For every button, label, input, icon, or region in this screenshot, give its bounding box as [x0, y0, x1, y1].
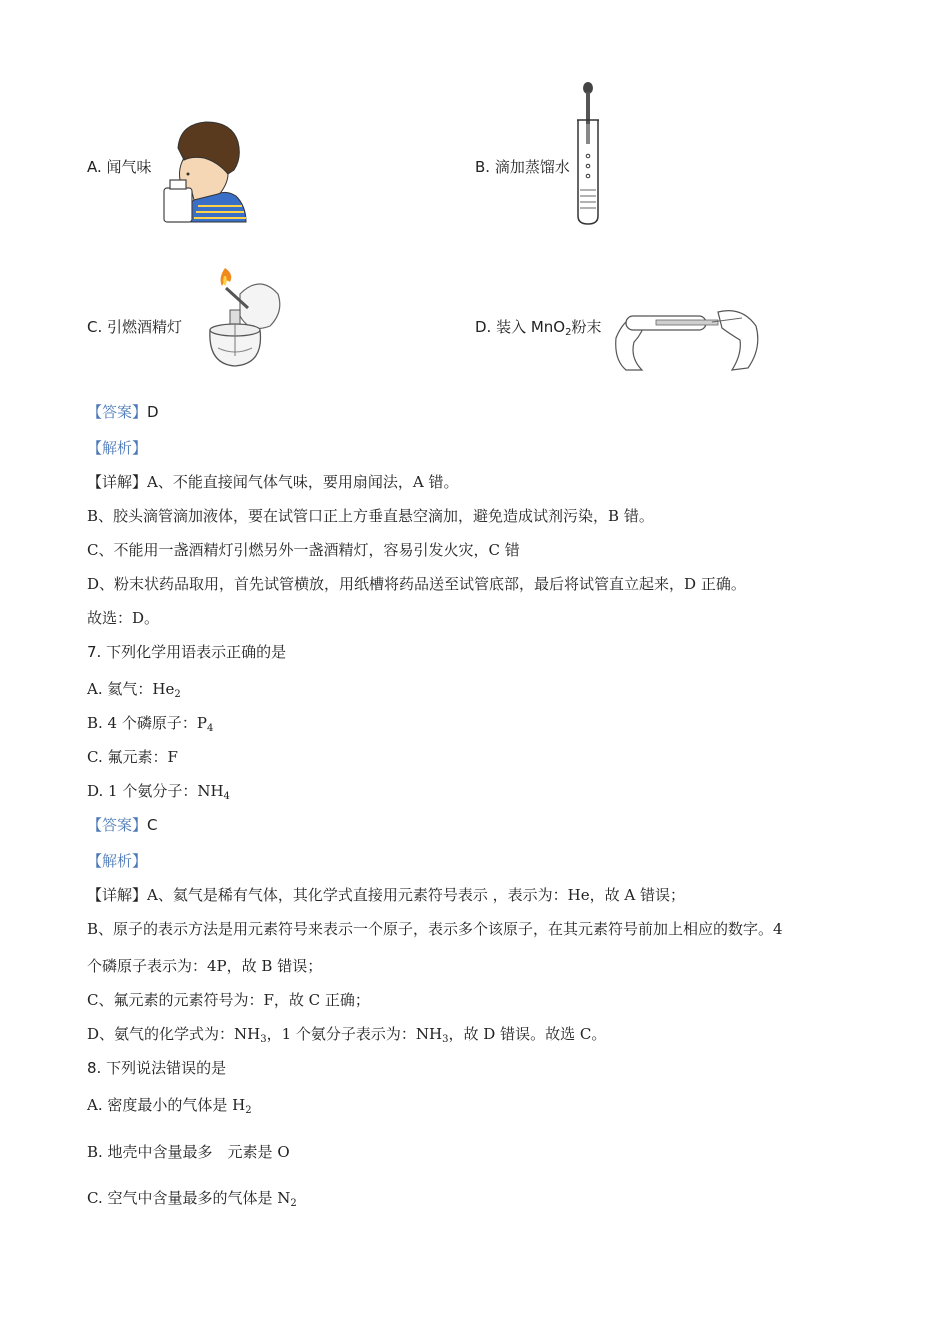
q7-detail-line-1 — [87, 885, 685, 905]
q7-detail-4-mid: ，1 个氨分子表示为：NH — [266, 1025, 443, 1043]
q8-option-b: B. 地壳中含量最多 元素是 O — [87, 1143, 290, 1161]
q7-answer-row — [87, 815, 158, 835]
q7-detail-line-4 — [87, 1024, 606, 1050]
q7-option-b-sub: 4 — [206, 723, 214, 734]
q7-option-d-text: D. 1 个氨分子：NH — [87, 782, 224, 800]
q8-option-a — [87, 1095, 252, 1121]
q8-option-c — [87, 1188, 297, 1214]
q6-detail-line-2: B、胶头滴管滴加液体，要在试管口正上方垂直悬空滴加，避免造成试剂污染，B 错。 — [87, 507, 654, 525]
q7-option-b — [87, 713, 213, 739]
q7-detail-label: 【详解】 — [87, 886, 148, 904]
q6-detail-label: 【详解】 — [87, 473, 148, 491]
q7-answer-value: C — [147, 816, 158, 834]
option-d-subscript: 2 — [565, 327, 572, 338]
q7-option-d-sub: 4 — [223, 791, 230, 802]
q7-option-a-text: A. 氦气：He — [87, 680, 175, 698]
q7-option-c: C. 氟元素：F — [87, 748, 178, 766]
q6-answer-row — [87, 402, 159, 422]
option-d-suffix: 粉末 — [571, 318, 602, 336]
q8-option-a-text: A. 密度最小的气体是 H — [87, 1096, 246, 1114]
q7-detail-line-2a: B、原子的表示方法是用元素符号来表示一个原子，表示多个该原子，在其元素符号前加上相应的数字。4 — [87, 920, 783, 938]
q8-stem: 8. 下列说法错误的是 — [87, 1059, 227, 1077]
dropper-test-tube-illustration — [574, 80, 602, 226]
q8-option-c-text: C. 空气中含量最多的气体是 N — [87, 1189, 291, 1207]
q7-detail-line-2b: 个磷原子表示为：4P，故 B 错误； — [87, 957, 323, 975]
q7-option-b-text: B. 4 个磷原子：P — [87, 714, 207, 732]
q6-answer-label: 【答案】 — [87, 403, 148, 421]
q6-detail-line-5: 故选：D。 — [87, 609, 160, 627]
option-d-prefix: D. 装入 MnO — [475, 318, 566, 336]
q6-detail-line-1 — [87, 472, 458, 492]
option-c-label: C. 引燃酒精灯 — [87, 318, 183, 336]
q7-detail-4-sub1: 3 — [260, 1034, 267, 1045]
q6-answer-value: D — [147, 403, 159, 421]
q8-option-a-sub: 2 — [245, 1105, 252, 1116]
q7-detail-4-post: ，故 D 错误。故选 C。 — [448, 1025, 607, 1043]
powder-loading-illustration — [612, 298, 762, 372]
q7-answer-label: 【答案】 — [87, 816, 148, 834]
q7-detail-4-sub2: 3 — [442, 1034, 449, 1045]
q7-analysis-label: 【解析】 — [87, 852, 148, 870]
q8-option-c-sub: 2 — [290, 1198, 297, 1209]
option-d-label — [475, 316, 602, 338]
q7-stem: 7. 下列化学用语表示正确的是 — [87, 643, 287, 661]
smelling-boy-illustration — [158, 118, 250, 226]
option-a-label: A. 闻气味 — [87, 158, 152, 176]
q7-detail-text-1: A、氦气是稀有气体，其化学式直接用元素符号表示 ，表示为：He，故 A 错误； — [147, 886, 685, 904]
q6-analysis-label: 【解析】 — [87, 439, 148, 457]
q7-option-a-sub: 2 — [174, 689, 181, 700]
q6-detail-text-1: A、不能直接闻气体气味，要用扇闻法，A 错。 — [147, 473, 459, 491]
q6-detail-line-3: C、不能用一盏酒精灯引燃另外一盏酒精灯，容易引发火灾，C 错 — [87, 541, 520, 559]
alcohol-lamp-illustration — [190, 264, 285, 370]
q6-detail-line-4: D、粉末状药品取用，首先试管横放，用纸槽将药品送至试管底部，最后将试管直立起来，D 正确。 — [87, 575, 746, 593]
q7-detail-line-3: C、氟元素的元素符号为：F，故 C 正确； — [87, 991, 370, 1009]
q7-detail-4-pre: D、氨气的化学式为：NH — [87, 1025, 261, 1043]
option-b-label: B. 滴加蒸馏水 — [475, 158, 570, 176]
q7-option-d — [87, 781, 230, 807]
q7-option-a — [87, 679, 181, 705]
